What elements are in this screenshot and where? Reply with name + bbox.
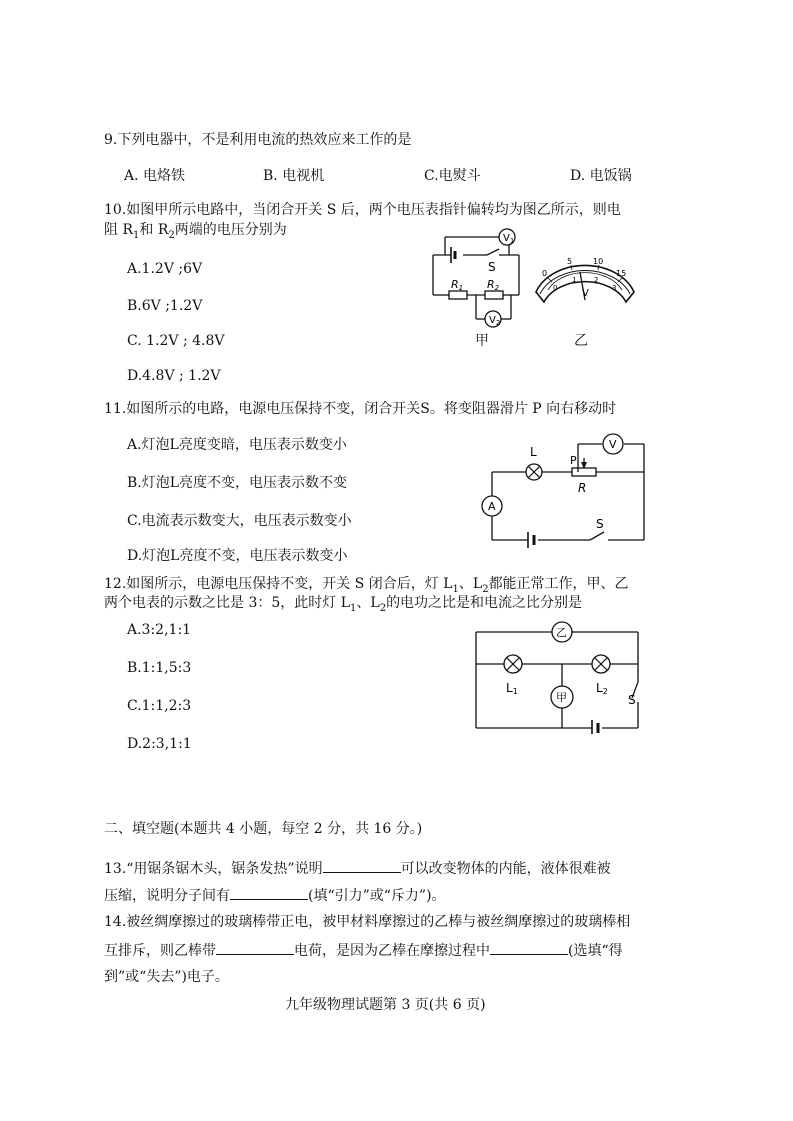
q12-option-b: B.1:1,5:3 (127, 660, 192, 676)
q10-option-a: A.1.2V ;6V (127, 261, 203, 277)
switch-s-label: S (628, 693, 636, 707)
q10-fig-yi-label: 乙 (574, 333, 588, 349)
q13-blank-1[interactable] (323, 859, 401, 873)
r1-label: R1 (451, 278, 464, 292)
q13-line1: 13.“用锯条锯木头，锯条发热”说明 可以改变物体的内能，液体很难被 (104, 861, 611, 877)
switch-s-label: S (596, 517, 604, 531)
q10-stem-line2: 阻 $R_1$和 $R_2$两端的电压分别为 (104, 222, 287, 241)
meter-v-label: V (582, 288, 589, 299)
q14-blank-2[interactable] (490, 941, 568, 955)
svg-text:3: 3 (612, 284, 617, 292)
svg-text:2: 2 (594, 276, 599, 284)
q14-line1: 14.被丝绸摩擦过的玻璃棒带正电，被甲材料摩擦过的乙棒与被丝绸摩擦过的玻璃棒相 (104, 914, 631, 930)
q14-blank-1[interactable] (216, 941, 294, 955)
svg-text:A: A (488, 500, 496, 513)
q12-option-d: D.2:3,1:1 (127, 736, 192, 752)
svg-text:10: 10 (593, 257, 604, 266)
svg-text:5: 5 (567, 257, 573, 266)
slider-p-label: P (570, 454, 577, 467)
q9-option-b: B. 电视机 (263, 168, 325, 184)
svg-text:0: 0 (553, 284, 558, 292)
svg-text:甲: 甲 (556, 691, 567, 704)
q13-blank-2[interactable] (230, 886, 308, 900)
svg-text:0: 0 (542, 269, 548, 278)
q12-option-c: C.1:1,2:3 (127, 698, 192, 714)
svg-text:15: 15 (616, 269, 627, 278)
q13-line2: 压缩，说明分子间有 (填“引力”或“斥力”)。 (104, 888, 446, 904)
q11-option-d: D.灯泡L亮度不变，电压表示数变小 (127, 548, 348, 564)
svg-text:1: 1 (572, 276, 577, 284)
q10-option-b: B.6V ;1.2V (127, 298, 203, 314)
q11-stem: 11.如图所示的电路，电源电压保持不变，闭合开关S。将变阻器滑片 P 向右移动时 (104, 401, 617, 417)
q14-line3: 到”或“失去”)电子。 (104, 969, 229, 985)
q10-voltmeter-dial (530, 252, 640, 308)
q9-stem: 9.下列电器中，不是利用电流的热效应来工作的是 (104, 132, 412, 148)
q11-option-a: A.灯泡L亮度变暗，电压表示数变小 (127, 437, 347, 453)
v1-label: $V_1$ (503, 233, 515, 245)
page-footer: 九年级物理试题第 3 页(共 6 页) (285, 997, 486, 1013)
rheostat-r-label: R (578, 481, 587, 495)
q10-fig-jia-label: 甲 (475, 333, 489, 349)
q12-circuit (468, 618, 653, 734)
svg-text:乙: 乙 (556, 626, 567, 639)
q12-option-a: A.3:2,1:1 (127, 622, 192, 638)
q9-option-d: D. 电饭锅 (570, 168, 632, 184)
v2-label: $V_2$ (489, 315, 501, 327)
lamp-l2-label: L2 (596, 681, 608, 696)
lamp-l-label: L (530, 445, 537, 459)
q10-option-c: C. 1.2V ; 4.8V (127, 333, 225, 349)
q12-stem-line2: 两个电表的示数之比是 3：5，此时灯 $L_1$、$L_2$的电功之比是和电流之比分别是 (104, 595, 583, 614)
q12-stem-line1: 12.如图所示，电源电压保持不变，开关 S 闭合后，灯 $L_1$、$L_2$都能正常工作，甲、乙 (104, 576, 629, 595)
r2-label: R2 (487, 278, 500, 292)
section2-heading: 二、填空题(本题共 4 小题，每空 2 分，共 16 分。) (104, 821, 423, 837)
lamp-l1-label: L1 (506, 681, 518, 696)
svg-text:V: V (609, 438, 617, 451)
q10-option-d: D.4.8V ; 1.2V (127, 368, 221, 384)
q9-option-c: C.电熨斗 (424, 168, 481, 184)
q9-option-a: A. 电烙铁 (124, 168, 186, 184)
q14-line2: 互排斥，则乙棒带 电荷，是因为乙棒在摩擦过程中 (选填“得 (104, 943, 623, 959)
q11-option-c: C.电流表示数变大，电压表示数变小 (127, 513, 352, 529)
q11-option-b: B.灯泡L亮度不变，电压表示数不变 (127, 475, 348, 491)
q10-stem-line1: 10.如图甲所示电路中，当闭合开关 S 后，两个电压表指针偏转均为图乙所示，则电 (104, 202, 621, 218)
q11-circuit (478, 432, 653, 554)
switch-label-s: S (488, 260, 496, 274)
